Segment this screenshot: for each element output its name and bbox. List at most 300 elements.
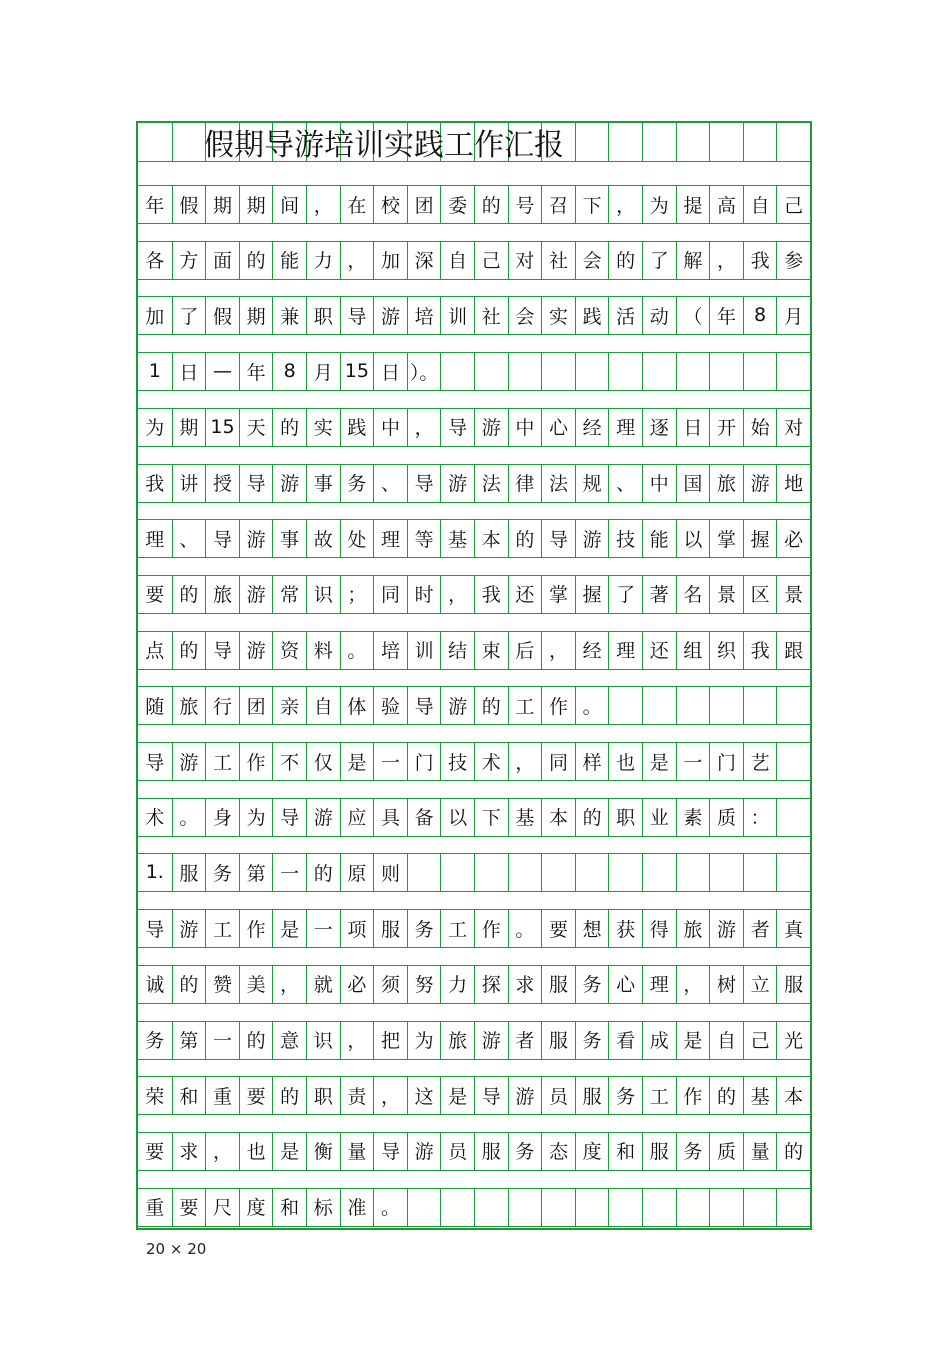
grid-cell: 得 bbox=[642, 909, 676, 947]
grid-cell: 导 bbox=[145, 751, 165, 774]
grid-cell: 须 bbox=[373, 965, 407, 1003]
grid-cell bbox=[407, 1188, 441, 1226]
grid-cell: 在 bbox=[340, 185, 374, 223]
grid-cell: 天 bbox=[239, 408, 273, 446]
grid-cell bbox=[575, 352, 609, 390]
grid-cell: 己 bbox=[776, 185, 810, 223]
grid-cell: 作 bbox=[676, 1076, 710, 1114]
grid-cell: 游 bbox=[709, 909, 743, 947]
grid-cell: 律 bbox=[508, 464, 542, 502]
grid-cell: 旅 bbox=[205, 575, 239, 613]
grid-cell: 立 bbox=[743, 965, 777, 1003]
grid-cell: 逐 bbox=[642, 408, 676, 446]
grid-cell: 自 bbox=[440, 241, 474, 279]
grid-cell: 是 bbox=[340, 742, 374, 780]
grid-cell: ， bbox=[676, 965, 710, 1003]
grid-cell bbox=[508, 352, 542, 390]
grid-cell: 践 bbox=[340, 408, 374, 446]
grid-cell: ， bbox=[608, 185, 642, 223]
grid-cell: 为 bbox=[239, 798, 273, 836]
grid-cell: 日 bbox=[373, 352, 407, 390]
grid-row bbox=[138, 965, 810, 1003]
grid-cell: 术 bbox=[474, 742, 508, 780]
grid-cell: 游 bbox=[239, 519, 273, 557]
title-grid-cell bbox=[172, 123, 206, 161]
grid-rule bbox=[138, 334, 810, 335]
grid-cell bbox=[608, 1188, 642, 1226]
grid-cell: 游 bbox=[474, 1021, 508, 1059]
grid-cell: 。 bbox=[575, 686, 609, 724]
grid-cell: 开 bbox=[709, 408, 743, 446]
grid-cell: 导 bbox=[205, 519, 239, 557]
grid-cell: 旅 bbox=[676, 909, 710, 947]
grid-cell: 游 bbox=[440, 464, 474, 502]
grid-rule bbox=[138, 780, 810, 781]
grid-cell: 动 bbox=[642, 296, 676, 334]
grid-cell: 游 bbox=[508, 1076, 542, 1114]
grid-cell: 门 bbox=[709, 742, 743, 780]
grid-cell bbox=[407, 853, 441, 891]
grid-cell: 导 bbox=[205, 631, 239, 669]
grid-cell: 荣 bbox=[145, 1085, 165, 1108]
grid-cell: 一 bbox=[306, 909, 340, 947]
grid-cell: ， bbox=[205, 1132, 239, 1170]
grid-cell: 和 bbox=[272, 1188, 306, 1226]
grid-cell: 理 bbox=[373, 519, 407, 557]
grid-cell: 。 bbox=[172, 798, 206, 836]
grid-cell: 要 bbox=[145, 1141, 165, 1164]
grid-cell: 经 bbox=[575, 408, 609, 446]
grid-rule bbox=[138, 1226, 810, 1227]
grid-cell: 素 bbox=[676, 798, 710, 836]
grid-cell: 尺 bbox=[205, 1188, 239, 1226]
grid-cell: 质 bbox=[709, 798, 743, 836]
grid-size-label: 20 × 20 bbox=[146, 1240, 207, 1258]
grid-cell: 服 bbox=[373, 909, 407, 947]
grid-cell: 。 bbox=[340, 631, 374, 669]
grid-cell: 团 bbox=[407, 185, 441, 223]
grid-cell: 作 bbox=[474, 909, 508, 947]
grid-cell: 原 bbox=[340, 853, 374, 891]
grid-row bbox=[138, 185, 810, 223]
grid-cell bbox=[676, 853, 710, 891]
grid-cell: 参 bbox=[776, 241, 810, 279]
grid-cell: 了 bbox=[642, 241, 676, 279]
grid-cell: 游 bbox=[407, 1132, 441, 1170]
grid-cell: 为 bbox=[407, 1021, 441, 1059]
grid-cell: 自 bbox=[709, 1021, 743, 1059]
grid-cell: 职 bbox=[306, 296, 340, 334]
grid-rule bbox=[138, 724, 810, 725]
grid-cell bbox=[642, 352, 676, 390]
grid-cell bbox=[440, 853, 474, 891]
grid-cell: 培 bbox=[373, 631, 407, 669]
grid-cell: 日 bbox=[676, 408, 710, 446]
grid-cell: 务 bbox=[676, 1132, 710, 1170]
grid-cell bbox=[608, 686, 642, 724]
grid-cell: 工 bbox=[508, 686, 542, 724]
grid-cell: 作 bbox=[541, 686, 575, 724]
grid-cell: 第 bbox=[239, 853, 273, 891]
grid-cell: 训 bbox=[440, 296, 474, 334]
grid-cell: 常 bbox=[272, 575, 306, 613]
grid-cell: 我 bbox=[145, 473, 165, 495]
grid-cell: 兼 bbox=[272, 296, 306, 334]
grid-cell: 同 bbox=[541, 742, 575, 780]
grid-row bbox=[138, 1132, 810, 1170]
grid-row bbox=[138, 631, 810, 669]
grid-cell: 力 bbox=[440, 965, 474, 1003]
grid-cell: 以 bbox=[676, 519, 710, 557]
grid-cell: 假 bbox=[205, 296, 239, 334]
grid-cell: 诚 bbox=[145, 974, 165, 997]
grid-cell: 意 bbox=[272, 1021, 306, 1059]
grid-rule bbox=[138, 669, 810, 670]
grid-cell bbox=[709, 853, 743, 891]
grid-cell: ）。 bbox=[407, 352, 441, 390]
grid-rule bbox=[138, 1003, 810, 1004]
grid-row bbox=[138, 798, 810, 836]
grid-cell: 校 bbox=[373, 185, 407, 223]
grid-cell: 行 bbox=[205, 686, 239, 724]
grid-cell: 应 bbox=[340, 798, 374, 836]
grid-cell: 作 bbox=[239, 742, 273, 780]
grid-cell bbox=[743, 853, 777, 891]
grid-cell: 业 bbox=[642, 798, 676, 836]
grid-cell: 束 bbox=[474, 631, 508, 669]
grid-cell: 基 bbox=[508, 798, 542, 836]
grid-cell: 服 bbox=[776, 965, 810, 1003]
grid-cell: 织 bbox=[709, 631, 743, 669]
grid-cell: 旅 bbox=[709, 464, 743, 502]
grid-cell: 想 bbox=[575, 909, 609, 947]
grid-row bbox=[138, 352, 810, 390]
grid-cell: 也 bbox=[239, 1132, 273, 1170]
grid-cell: 务 bbox=[608, 1076, 642, 1114]
grid-cell: 下 bbox=[575, 185, 609, 223]
grid-cell: 为 bbox=[145, 417, 165, 440]
grid-row bbox=[138, 1076, 810, 1114]
grid-cell: 的 bbox=[272, 1076, 306, 1114]
grid-cell: 服 bbox=[642, 1132, 676, 1170]
grid-cell: 探 bbox=[474, 965, 508, 1003]
grid-cell: 衡 bbox=[306, 1132, 340, 1170]
grid-cell: 料 bbox=[306, 631, 340, 669]
grid-cell: 8 bbox=[743, 296, 777, 334]
grid-cell: 获 bbox=[608, 909, 642, 947]
grid-cell: 的 bbox=[172, 575, 206, 613]
grid-cell: 1 bbox=[148, 360, 161, 383]
grid-cell bbox=[575, 853, 609, 891]
grid-cell: 点 bbox=[145, 640, 165, 663]
grid-cell: 重 bbox=[145, 1197, 165, 1220]
grid-cell: 游 bbox=[272, 464, 306, 502]
grid-cell: 我 bbox=[474, 575, 508, 613]
grid-cell: 本 bbox=[776, 1076, 810, 1114]
grid-cell: 是 bbox=[676, 1021, 710, 1059]
grid-cell bbox=[709, 1188, 743, 1226]
grid-cell: ， bbox=[508, 742, 542, 780]
manuscript-grid bbox=[136, 121, 812, 1230]
grid-cell: 服 bbox=[541, 1021, 575, 1059]
grid-cell bbox=[709, 686, 743, 724]
grid-cell: 技 bbox=[608, 519, 642, 557]
grid-cell: ， bbox=[440, 575, 474, 613]
grid-cell: 会 bbox=[508, 296, 542, 334]
grid-cell: ， bbox=[340, 241, 374, 279]
grid-cell bbox=[440, 1188, 474, 1226]
grid-cell: 己 bbox=[743, 1021, 777, 1059]
grid-cell: 的 bbox=[776, 1132, 810, 1170]
grid-cell bbox=[676, 686, 710, 724]
grid-cell: 真 bbox=[776, 909, 810, 947]
grid-cell: 的 bbox=[239, 241, 273, 279]
grid-cell: 务 bbox=[145, 1030, 165, 1052]
grid-rule bbox=[138, 891, 810, 892]
grid-cell: 门 bbox=[407, 742, 441, 780]
grid-cell: 地 bbox=[776, 464, 810, 502]
grid-cell bbox=[508, 1188, 542, 1226]
grid-cell: 15 bbox=[340, 352, 374, 390]
grid-cell bbox=[776, 853, 810, 891]
grid-cell: 务 bbox=[508, 1132, 542, 1170]
grid-cell bbox=[440, 352, 474, 390]
grid-cell bbox=[474, 352, 508, 390]
grid-cell: 游 bbox=[239, 631, 273, 669]
grid-cell: 还 bbox=[642, 631, 676, 669]
grid-cell: 了 bbox=[608, 575, 642, 613]
grid-row bbox=[138, 1188, 810, 1226]
grid-cell: 是 bbox=[272, 1132, 306, 1170]
grid-cell: 标 bbox=[306, 1188, 340, 1226]
grid-cell: 导 bbox=[407, 464, 441, 502]
grid-cell: 规 bbox=[575, 464, 609, 502]
grid-cell: 力 bbox=[306, 241, 340, 279]
grid-cell: 中 bbox=[373, 408, 407, 446]
grid-cell: — bbox=[205, 352, 239, 390]
grid-cell: 解 bbox=[676, 241, 710, 279]
grid-cell: 本 bbox=[541, 798, 575, 836]
grid-cell: 为 bbox=[642, 185, 676, 223]
grid-cell: 项 bbox=[340, 909, 374, 947]
grid-cell: 8 bbox=[272, 352, 306, 390]
grid-cell: 导 bbox=[541, 519, 575, 557]
grid-cell: 量 bbox=[340, 1132, 374, 1170]
grid-cell: 己 bbox=[474, 241, 508, 279]
grid-cell: 准 bbox=[340, 1188, 374, 1226]
grid-cell: 的 bbox=[272, 408, 306, 446]
grid-cell: 经 bbox=[575, 631, 609, 669]
grid-cell: 验 bbox=[373, 686, 407, 724]
grid-cell: 委 bbox=[440, 185, 474, 223]
grid-cell: 能 bbox=[272, 241, 306, 279]
grid-cell: 务 bbox=[575, 1021, 609, 1059]
grid-rule bbox=[138, 279, 810, 280]
grid-cell bbox=[642, 1188, 676, 1226]
title-grid-cell bbox=[743, 123, 777, 161]
grid-cell: 导 bbox=[373, 1132, 407, 1170]
grid-cell bbox=[508, 853, 542, 891]
grid-cell: 不 bbox=[272, 742, 306, 780]
grid-cell: 深 bbox=[407, 241, 441, 279]
grid-cell: 活 bbox=[608, 296, 642, 334]
grid-cell: 对 bbox=[776, 408, 810, 446]
grid-rule bbox=[138, 1114, 810, 1115]
grid-cell: 年 bbox=[239, 352, 273, 390]
grid-cell: 一 bbox=[205, 1021, 239, 1059]
grid-rule bbox=[138, 836, 810, 837]
grid-cell: 也 bbox=[608, 742, 642, 780]
grid-rule bbox=[138, 947, 810, 948]
grid-cell: 基 bbox=[440, 519, 474, 557]
grid-cell: 法 bbox=[541, 464, 575, 502]
grid-cell: 赞 bbox=[205, 965, 239, 1003]
grid-cell bbox=[776, 742, 810, 780]
grid-cell: 游 bbox=[306, 798, 340, 836]
grid-cell: 召 bbox=[541, 185, 575, 223]
grid-cell bbox=[608, 352, 642, 390]
grid-cell: 必 bbox=[776, 519, 810, 557]
grid-cell: 基 bbox=[743, 1076, 777, 1114]
grid-cell: 要 bbox=[145, 584, 165, 607]
grid-cell: 导 bbox=[145, 918, 165, 941]
grid-cell: 期 bbox=[205, 185, 239, 223]
grid-cell: 作 bbox=[239, 909, 273, 947]
grid-cell: 国 bbox=[676, 464, 710, 502]
grid-row bbox=[138, 464, 810, 502]
grid-cell: 职 bbox=[608, 798, 642, 836]
grid-cell: 日 bbox=[172, 352, 206, 390]
grid-cell: 工 bbox=[205, 742, 239, 780]
grid-cell bbox=[541, 853, 575, 891]
grid-rule bbox=[138, 557, 810, 558]
grid-cell: 心 bbox=[608, 965, 642, 1003]
grid-cell: 游 bbox=[172, 742, 206, 780]
grid-cell: 号 bbox=[508, 185, 542, 223]
grid-cell: 法 bbox=[474, 464, 508, 502]
grid-cell: 识 bbox=[306, 1021, 340, 1059]
grid-cell: 服 bbox=[474, 1132, 508, 1170]
grid-cell: 自 bbox=[743, 185, 777, 223]
grid-cell: 度 bbox=[239, 1188, 273, 1226]
grid-cell: 旅 bbox=[440, 1021, 474, 1059]
grid-cell: 服 bbox=[541, 965, 575, 1003]
grid-cell: 要 bbox=[239, 1076, 273, 1114]
grid-cell: 者 bbox=[508, 1021, 542, 1059]
grid-cell: 样 bbox=[575, 742, 609, 780]
grid-cell: 、 bbox=[373, 464, 407, 502]
grid-cell: 本 bbox=[474, 519, 508, 557]
grid-cell: 理 bbox=[608, 631, 642, 669]
grid-row bbox=[138, 519, 810, 557]
grid-row bbox=[138, 241, 810, 279]
grid-cell: ， bbox=[373, 1076, 407, 1114]
grid-cell bbox=[743, 352, 777, 390]
grid-cell: 资 bbox=[272, 631, 306, 669]
grid-cell: 等 bbox=[407, 519, 441, 557]
grid-cell: ； bbox=[340, 575, 374, 613]
grid-cell bbox=[642, 853, 676, 891]
grid-cell: 导 bbox=[407, 686, 441, 724]
grid-cell: 和 bbox=[608, 1132, 642, 1170]
grid-cell: 处 bbox=[340, 519, 374, 557]
grid-cell: 讲 bbox=[172, 464, 206, 502]
grid-cell: 假 bbox=[172, 185, 206, 223]
grid-cell: 同 bbox=[373, 575, 407, 613]
grid-cell: 我 bbox=[743, 631, 777, 669]
grid-cell: 技 bbox=[440, 742, 474, 780]
grid-cell: 中 bbox=[508, 408, 542, 446]
grid-cell: 方 bbox=[172, 241, 206, 279]
grid-cell: 光 bbox=[776, 1021, 810, 1059]
grid-cell: 工 bbox=[440, 909, 474, 947]
grid-row bbox=[138, 742, 810, 780]
grid-cell: 了 bbox=[172, 296, 206, 334]
grid-cell: 掌 bbox=[709, 519, 743, 557]
grid-cell: 社 bbox=[474, 296, 508, 334]
grid-cell: 年 bbox=[709, 296, 743, 334]
grid-cell: 服 bbox=[172, 853, 206, 891]
grid-cell: 度 bbox=[575, 1132, 609, 1170]
grid-cell: 掌 bbox=[541, 575, 575, 613]
grid-cell: 名 bbox=[676, 575, 710, 613]
grid-cell: 年 bbox=[145, 194, 165, 217]
grid-cell bbox=[608, 853, 642, 891]
grid-cell: 务 bbox=[340, 464, 374, 502]
grid-cell bbox=[776, 1188, 810, 1226]
grid-cell: ， bbox=[306, 185, 340, 223]
grid-cell bbox=[642, 686, 676, 724]
grid-cell: 身 bbox=[205, 798, 239, 836]
grid-cell bbox=[676, 352, 710, 390]
grid-cell: 服 bbox=[575, 1076, 609, 1114]
grid-rule bbox=[138, 502, 810, 503]
grid-cell: 加 bbox=[145, 305, 165, 328]
grid-rule bbox=[138, 1059, 810, 1060]
grid-cell: 事 bbox=[306, 464, 340, 502]
grid-cell: 期 bbox=[172, 408, 206, 446]
grid-cell: 各 bbox=[145, 250, 165, 273]
grid-cell: 高 bbox=[709, 185, 743, 223]
grid-cell: 故 bbox=[306, 519, 340, 557]
grid-cell: 时 bbox=[407, 575, 441, 613]
grid-cell: 月 bbox=[306, 352, 340, 390]
grid-cell: 游 bbox=[440, 686, 474, 724]
grid-cell: 一 bbox=[676, 742, 710, 780]
grid-cell: 始 bbox=[743, 408, 777, 446]
grid-cell: 心 bbox=[541, 408, 575, 446]
grid-cell: 一 bbox=[272, 853, 306, 891]
grid-cell: 的 bbox=[474, 185, 508, 223]
grid-cell: 提 bbox=[676, 185, 710, 223]
grid-cell: 责 bbox=[340, 1076, 374, 1114]
grid-cell: 求 bbox=[508, 965, 542, 1003]
title-grid-cell bbox=[608, 123, 642, 161]
grid-cell: 随 bbox=[145, 695, 165, 718]
grid-cell: 务 bbox=[205, 853, 239, 891]
grid-cell: 的 bbox=[172, 631, 206, 669]
grid-cell: 实 bbox=[541, 296, 575, 334]
grid-cell: 游 bbox=[575, 519, 609, 557]
grid-cell: 导 bbox=[340, 296, 374, 334]
grid-cell: 培 bbox=[407, 296, 441, 334]
title-row bbox=[138, 123, 810, 161]
grid-cell: 员 bbox=[440, 1132, 474, 1170]
grid-row bbox=[138, 408, 810, 446]
grid-cell bbox=[474, 1188, 508, 1226]
grid-cell: 具 bbox=[373, 798, 407, 836]
grid-cell: 握 bbox=[575, 575, 609, 613]
